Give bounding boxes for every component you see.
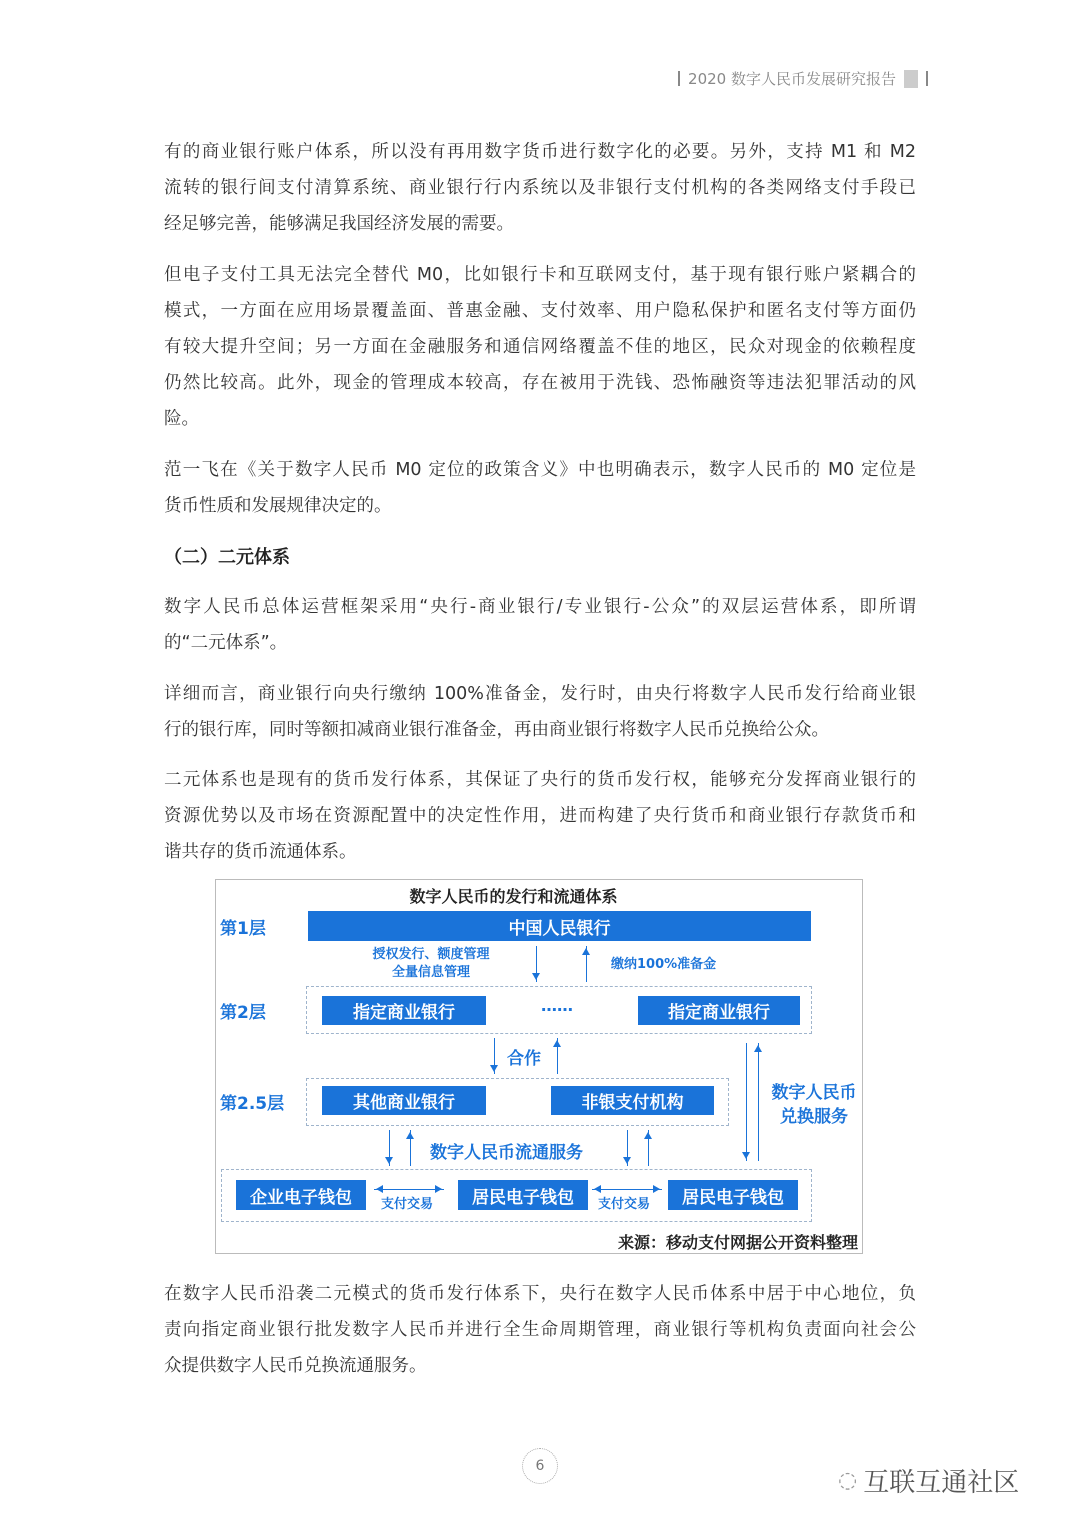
text-line: 行的银行库，同时等额扣减商业银行准备金，再由商业银行将数字人民币兑换给公众。	[164, 720, 829, 740]
paragraph	[164, 257, 916, 437]
source-note: 来源：移动支付网据公开资料整理	[617, 1233, 858, 1252]
non-bank-box: 非银支付机构	[551, 1086, 714, 1115]
layer-2-label: 第2层	[220, 1003, 266, 1023]
arrow-down	[494, 1038, 495, 1074]
text-line: 范一飞在《关于数字人民币 M0 定位的政策含义》中也明确表示，数字人民币的 M0 定位是	[164, 460, 916, 480]
text-line: 谐共存的货币流通体系。	[164, 842, 357, 862]
paragraph	[164, 1276, 916, 1384]
text-line: 货币性质和发展规律决定的。	[164, 496, 392, 516]
text-line: 众提供数字人民币兑换流通服务。	[164, 1356, 427, 1376]
issuance-circulation-diagram	[215, 879, 863, 1254]
central-bank-box: 中国人民银行	[308, 911, 811, 941]
arrow-down	[536, 946, 537, 982]
text-line: 在数字人民币沿袭二元模式的货币发行体系下，央行在数字人民币体系中居于中心地位，负	[164, 1284, 916, 1304]
watermark	[838, 1462, 1019, 1499]
text-line: 有的商业银行账户体系，所以没有再用数字货币进行数字化的必要。另外，支持 M1 和 M2	[164, 142, 916, 162]
designated-bank-box: 指定商业银行	[638, 996, 800, 1025]
arrow-down	[746, 1043, 747, 1161]
designated-bank-box: 指定商业银行	[322, 996, 486, 1025]
arrow-up	[758, 1043, 759, 1161]
resident-wallet-box: 居民电子钱包	[458, 1180, 588, 1210]
page-number: 6	[522, 1448, 558, 1484]
watermark-text: 互联互通社区	[863, 1468, 1020, 1498]
paragraph	[164, 589, 916, 661]
enterprise-wallet-box: 企业电子钱包	[236, 1180, 366, 1210]
exchange-service-label	[766, 1081, 862, 1129]
paragraph	[164, 134, 916, 242]
cooperation-label: 合作	[507, 1049, 541, 1069]
arrow-down	[627, 1130, 628, 1166]
transaction-label: 支付交易	[598, 1197, 651, 1212]
text-line: 模式，一方面在应用场景覆盖面、普惠金融、支付效率、用户隐私保护和匿名支付等方面仍	[164, 301, 916, 321]
text-line: 数字人民币总体运营框架采用“央行-商业银行/专业银行-公众”的双层运营体系，即所谓	[164, 597, 916, 617]
header-block-icon	[904, 70, 918, 88]
text-line: 资源优势以及市场在资源配置中的决定性作用，进而构建了央行货币和商业银行存款货币和	[164, 806, 916, 826]
paragraph	[164, 676, 916, 748]
paragraph	[164, 452, 916, 524]
text-line: 险。	[164, 409, 199, 429]
circulation-label: 数字人民币流通服务	[430, 1143, 583, 1163]
divider	[926, 71, 928, 86]
two-way-arrow	[592, 1189, 662, 1190]
report-title: 2020 数字人民币发展研究报告	[688, 70, 896, 88]
section-heading: （二）二元体系	[164, 547, 290, 568]
reserve-label: 缴纳100%准备金	[611, 957, 717, 972]
text-line: 有较大提升空间；另一方面在金融服务和通信网络覆盖不佳的地区，民众对现金的依赖程度	[164, 337, 916, 357]
layer-1-label: 第1层	[220, 919, 266, 939]
text-line: 仍然比较高。此外，现金的管理成本较高，存在被用于洗钱、恐怖融资等违法犯罪活动的风	[164, 373, 916, 393]
exchange-line: 数字人民币	[771, 1083, 857, 1103]
text-line: 责向指定商业银行批发数字人民币并进行全生命周期管理，商业银行等机构负责面向社会公	[164, 1320, 916, 1340]
arrow-up	[586, 946, 587, 982]
issuance-label-line: 全量信息管理	[391, 965, 470, 980]
arrow-down	[389, 1130, 390, 1166]
text-line: 流转的银行间支付清算系统、商业银行行内系统以及非银行支付机构的各类网络支付手段已	[164, 178, 916, 198]
divider	[678, 71, 680, 86]
text-line: 经足够完善，能够满足我国经济发展的需要。	[164, 214, 514, 234]
running-header	[678, 68, 928, 89]
two-way-arrow	[374, 1189, 444, 1190]
text-line: 但电子支付工具无法完全替代 M0，比如银行卡和互联网支付，基于现有银行账户紧耦合的	[164, 265, 916, 285]
ellipsis: ……	[541, 996, 573, 1015]
issuance-label-line: 授权发行、额度管理	[372, 947, 490, 962]
diagram-title: 数字人民币的发行和流通体系	[409, 887, 618, 906]
text-line: 二元体系也是现有的货币发行体系，其保证了央行的货币发行权，能够充分发挥商业银行的	[164, 770, 916, 790]
arrow-up	[410, 1130, 411, 1166]
layer-2-5-label: 第2.5层	[220, 1094, 285, 1114]
exchange-line: 兑换服务	[780, 1107, 848, 1127]
transaction-label: 支付交易	[381, 1197, 434, 1212]
wechat-icon: ◌	[838, 1468, 858, 1493]
other-banks-box: 其他商业银行	[322, 1086, 486, 1115]
resident-wallet-box: 居民电子钱包	[668, 1180, 798, 1210]
arrow-up	[648, 1130, 649, 1166]
text-line: 详细而言，商业银行向央行缴纳 100%准备金，发行时，由央行将数字人民币发行给商业银	[164, 684, 916, 704]
text-line: 的“二元体系”。	[164, 633, 288, 653]
paragraph	[164, 762, 916, 870]
issuance-label	[356, 946, 506, 982]
arrow-up	[557, 1038, 558, 1074]
